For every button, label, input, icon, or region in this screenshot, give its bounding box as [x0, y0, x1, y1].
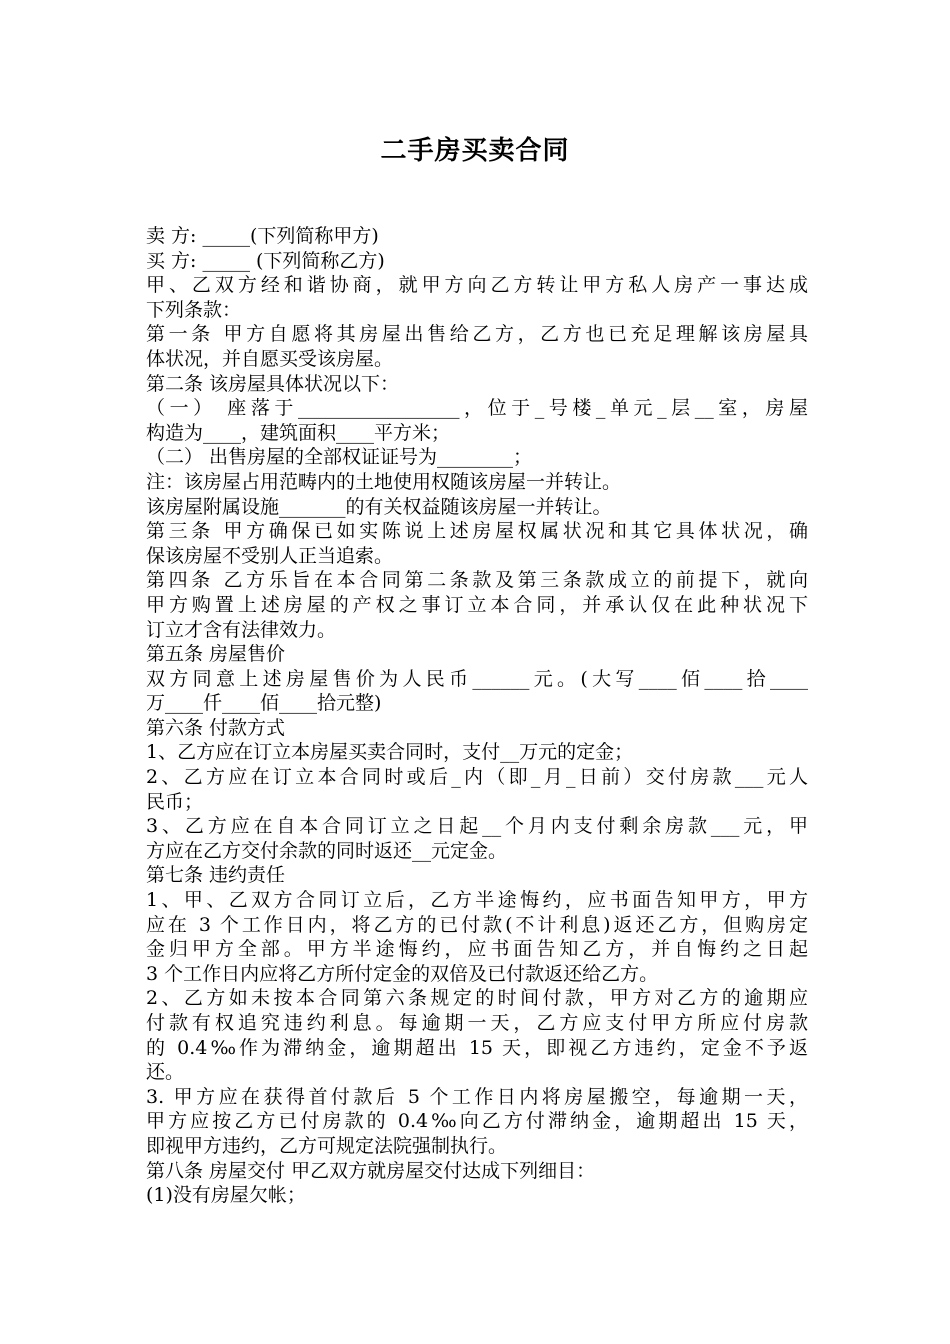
- text-line: 第六条 付款方式: [146, 716, 286, 739]
- text-line: 3、乙方应在自本合同订立之日起__个月内支付剩余房款___元，甲: [146, 815, 808, 838]
- text-line: 2、乙方如未按本合同第六条规定的时间付款，甲方对乙方的逾期应: [146, 987, 808, 1010]
- text-line: 1、甲、乙双方合同订立后，乙方半途悔约，应书面告知甲方，甲方: [146, 889, 808, 912]
- text-line: 方应在乙方交付余款的同时返还__元定金。: [146, 839, 508, 862]
- text-line: 第八条 房屋交付 甲乙双方就房屋交付达成下列细目：: [146, 1159, 596, 1182]
- text-line: 的 0.4‰作为滞纳金，逾期超出 15 天，即视乙方违约，定金不予返: [146, 1036, 808, 1059]
- text-line: 甲、乙双方经和谐协商，就甲方向乙方转让甲方私人房产一事达成: [146, 274, 808, 297]
- text-line: 付款有权追究违约利息。每逾期一天，乙方应支付甲方所应付房款: [146, 1012, 808, 1034]
- text-line: 民币；: [146, 790, 204, 813]
- text-line: 第二条 该房屋具体状况以下：: [146, 372, 400, 395]
- text-line: 注：该房屋占用范畴内的土地使用权随该房屋一并转让。: [146, 470, 622, 493]
- text-line: 构造为____，建筑面积____平方米；: [146, 421, 451, 444]
- text-line: 还。: [146, 1061, 185, 1084]
- text-line: （一） 座落于_________________，位于_号楼_单元_层__室，房屋: [146, 397, 808, 420]
- text-line: 第七条 违约责任: [146, 864, 286, 887]
- text-line: 双方同意上述房屋售价为人民币______元。(大写____佰____拾____: [146, 667, 808, 690]
- text-line: 万____仟____佰____拾元整): [146, 692, 382, 715]
- text-line: 第四条 乙方乐旨在本合同第二条款及第三条款成立的前提下，就向: [146, 569, 808, 592]
- text-line: 金归甲方全部。甲方半途悔约，应书面告知乙方，并自悔约之日起: [146, 938, 808, 961]
- text-line: （二） 出售房屋的全部权证证号为________；: [146, 446, 533, 469]
- text-line: 该房屋附属设施_______的有关权益随该房屋一并转让。: [146, 495, 612, 518]
- text-line: 应在 3 个工作日内，将乙方的已付款(不计利息)返还乙方，但购房定: [146, 913, 808, 936]
- text-line: 卖 方: _____(下列简称甲方): [146, 225, 379, 247]
- text-line: 3 个工作日内应将乙方所付定金的双倍及已付款返还给乙方。: [146, 962, 659, 985]
- text-line: 保该房屋不受别人正当追索。: [146, 544, 394, 567]
- text-line: 甲方应按乙方已付房款的 0.4‰向乙方付滞纳金，逾期超出 15 天，: [146, 1110, 808, 1133]
- text-line: 下列条款：: [146, 298, 242, 321]
- text-line: 买 方: _____ (下列简称乙方): [146, 249, 385, 272]
- text-line: 1、乙方应在订立本房屋买卖合同时，支付__万元的定金；: [146, 741, 634, 764]
- text-line: 体状况，并自愿买受该房屋。: [146, 347, 394, 370]
- text-line: 2、乙方应在订立本合同时或后_内（即_月_日前）交付房款___元人: [146, 766, 808, 789]
- text-line: 第一条 甲方自愿将其房屋出售给乙方，乙方也已充足理解该房屋具: [146, 323, 808, 346]
- text-line: (1)没有房屋欠帐；: [146, 1184, 306, 1207]
- text-line: 订立才含有法律效力。: [146, 618, 337, 641]
- text-line: 第五条 房屋售价: [146, 643, 286, 666]
- text-line: 甲方购置上述房屋的产权之事订立本合同，并承认仅在此种状况下: [146, 593, 808, 616]
- text-line: 第三条 甲方确保已如实陈说上述房屋权属状况和其它具体状况，确: [146, 520, 808, 543]
- text-line: 即视甲方违约，乙方可规定法院强制执行。: [146, 1134, 508, 1157]
- text-line: 3. 甲方应在获得首付款后 5 个工作日内将房屋搬空，每逾期一天，: [146, 1085, 808, 1108]
- document-title: 二手房买卖合同: [380, 136, 570, 166]
- document-body: [146, 224, 808, 1208]
